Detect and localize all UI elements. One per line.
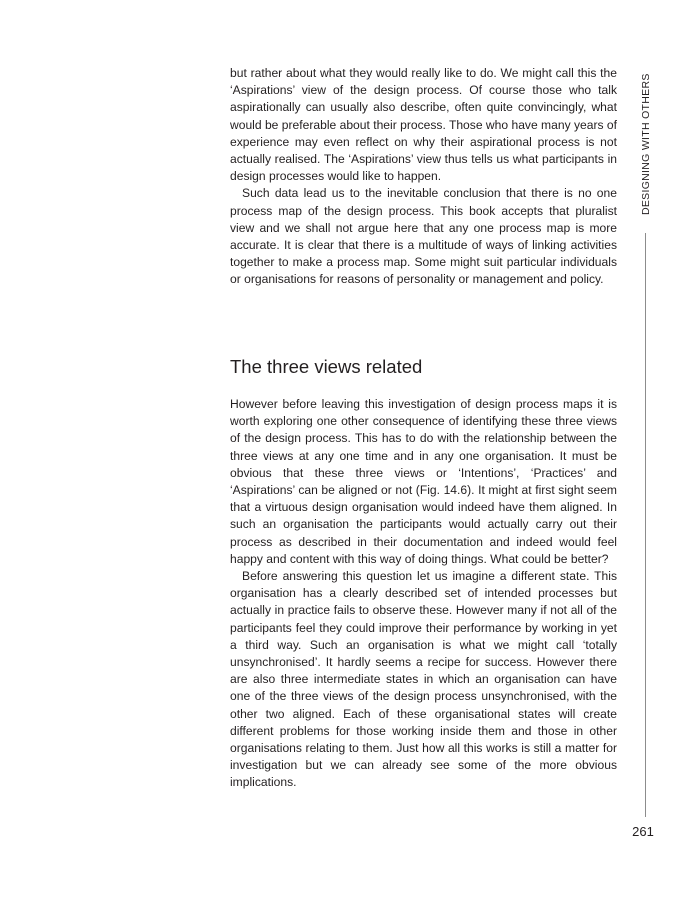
page-number: 261 — [632, 824, 654, 839]
paragraph: However before leaving this investigation of design process maps it is worth exploring one other consequence of identifying these three views of the design process. This has to do with the relationship between the three views at any one time and in any one organisation. It must be obvious that these three views or ‘Intentions’, ‘Practices’ and ‘Aspirations’ can be aligned or not (Fig. 14.6). It might at first sight seem that a virtuous design organisation would indeed have them aligned. In such an organisation the participants would actually carry out their process as described in their documentation and indeed would feel happy and content with this way of doing things. What could be better? — [230, 397, 617, 566]
paragraph: but rather about what they would really like to do. We might call this the ‘Aspirations’ view of the design process. Of course those who talk aspirationally can usually also describe, often quite convincingly, what would be preferable about their process. Those who have many years of experience may even reflect on why their aspirational process is not actually realised. The ‘Aspirations’ view thus tells us what participants in design processes would like to happen. — [230, 66, 617, 184]
margin-rule — [645, 233, 646, 817]
paragraph: Before answering this question let us imagine a different state. This organisation has a clearly described set of intended processes but actually in practice fails to observe these. However many if not all of the participants feel they could improve their performance by working in yet a third way. Such an organisation is what we might call ‘totally unsynchronised’. It hardly seems a recipe for success. However there are also three intermediate states in which an organisation can have one of the three views of the design process unsynchronised, with the other two aligned. Each of these organisational states will create different problems for those working inside them and those in other organisations relating to them. Just how all this works is still a matter for investigation but we can already see some of the more obvious implications. — [230, 569, 617, 790]
running-head — [637, 67, 655, 215]
body-text-bottom — [230, 396, 617, 792]
running-head-text: DESIGNING WITH OTHERS — [640, 73, 652, 215]
paragraph: Such data lead us to the inevitable conclusion that there is no one process map of the design process. This book accepts that pluralist view and we shall not argue here that any one process map is more accurate. It is clear that there is a multitude of ways of linking activities together to make a process map. Some might suit particular individuals or organisations for reasons of personality or management and policy. — [230, 186, 617, 287]
section-heading: The three views related — [230, 356, 423, 377]
body-text-top — [230, 65, 617, 289]
